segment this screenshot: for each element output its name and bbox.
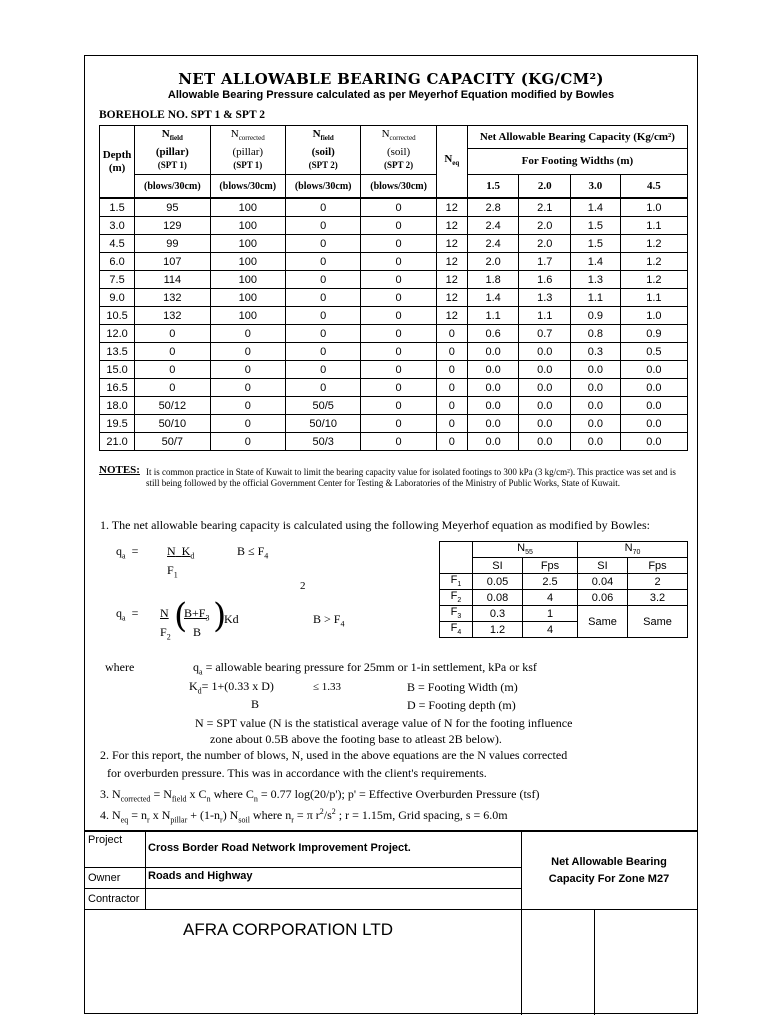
table-cell: 0 xyxy=(210,379,285,397)
table-cell: 95 xyxy=(135,198,210,217)
table-cell: 2.0 xyxy=(467,253,519,271)
table-cell: 0 xyxy=(361,433,436,451)
notes-label: NOTES: xyxy=(99,464,140,476)
where-label: where xyxy=(105,660,135,674)
table-cell: 0 xyxy=(285,307,360,325)
table-cell: 1.3 xyxy=(571,271,621,289)
table-cell: 1.5 xyxy=(571,235,621,253)
page-title: NET ALLOWABLE BEARING CAPACITY (KG/CM²) xyxy=(178,70,604,88)
table-cell: 1.6 xyxy=(519,271,571,289)
table-cell: 0.0 xyxy=(571,397,621,415)
table-row xyxy=(100,379,688,397)
table-cell: 1.3 xyxy=(519,289,571,307)
eq2-right-paren: ) xyxy=(213,596,227,636)
table-cell: 0.0 xyxy=(519,343,571,361)
note-4: 4. $N_{eq} = n_r$ x $N_{pillar} + (1-n_r)$ $N_{soil}$ where $n_r = \pi$ $r^2/s^2$ ; r = 1.15m, Grid spacing, s = 6.0m xyxy=(100,807,508,825)
owner-value: Roads and Highway xyxy=(148,870,253,882)
table-cell: 0 xyxy=(361,361,436,379)
n-table-n70: $N_{70}$ xyxy=(578,542,688,558)
n-table-cell: 0.05 xyxy=(473,574,523,590)
table-cell: 1.1 xyxy=(467,307,519,325)
header-neq: $N_{eq}$ xyxy=(436,126,467,199)
title-block xyxy=(85,830,697,1015)
table-cell: 1.2 xyxy=(620,235,687,253)
corner-divider xyxy=(594,909,595,1015)
n-table-cell: 3.2 xyxy=(628,590,688,606)
table-cell: 0.0 xyxy=(467,415,519,433)
table-row xyxy=(100,253,688,271)
n-table-f2: $F_2$ xyxy=(440,590,473,606)
table-cell: 132 xyxy=(135,307,210,325)
table-cell: 0 xyxy=(361,397,436,415)
d-definition: D = Footing depth (m) xyxy=(407,698,516,712)
table-cell: 7.5 xyxy=(100,271,135,289)
table-cell: 0 xyxy=(436,397,467,415)
table-cell: 0.3 xyxy=(571,343,621,361)
table-cell: 19.5 xyxy=(100,415,135,433)
borehole-label: BOREHOLE NO. SPT 1 & SPT 2 xyxy=(99,109,266,121)
table-cell: 0 xyxy=(436,433,467,451)
n-table-n55: $N_{55}$ xyxy=(473,542,578,558)
notes-section xyxy=(99,464,689,488)
table-cell: 0 xyxy=(361,289,436,307)
table-cell: 0.0 xyxy=(571,379,621,397)
table-cell: 132 xyxy=(135,289,210,307)
table-cell: 107 xyxy=(135,253,210,271)
table-cell: 0.5 xyxy=(620,343,687,361)
table-cell: 2.1 xyxy=(519,198,571,217)
table-cell: 0.7 xyxy=(519,325,571,343)
table-cell: 12 xyxy=(436,253,467,271)
n-table-cell: 0.08 xyxy=(473,590,523,606)
table-row xyxy=(100,343,688,361)
table-row xyxy=(100,433,688,451)
table-cell: 21.0 xyxy=(100,433,135,451)
eq2-b-f3: $B+F_3$ xyxy=(184,606,210,623)
table-row xyxy=(100,271,688,289)
table-cell: 18.0 xyxy=(100,397,135,415)
table-cell: 0 xyxy=(361,198,436,217)
eq1-condition: $B \le F_4$ xyxy=(237,544,269,561)
table-cell: 50/12 xyxy=(135,397,210,415)
n-factor-table xyxy=(439,541,688,638)
table-cell: 0 xyxy=(361,235,436,253)
n-table-cell: 4 xyxy=(523,590,578,606)
table-cell: 0 xyxy=(436,415,467,433)
kd-condition: ≤ 1.33 xyxy=(313,681,342,693)
drawing-title: Net Allowable Bearing Capacity For Zone M27 xyxy=(548,856,670,885)
kd-definition: $K_d= 1+(0.33$ x D) xyxy=(189,679,274,696)
table-cell: 0 xyxy=(285,235,360,253)
table-cell: 0.0 xyxy=(467,433,519,451)
table-row xyxy=(100,217,688,235)
eq2-b: B xyxy=(193,625,202,639)
table-cell: 1.4 xyxy=(571,253,621,271)
table-cell: 0.0 xyxy=(620,433,687,451)
table-cell: 0 xyxy=(135,325,210,343)
table-cell: 100 xyxy=(210,271,285,289)
table-cell: 0 xyxy=(361,217,436,235)
table-row xyxy=(100,289,688,307)
table-cell: 4.5 xyxy=(100,235,135,253)
n-table-cell: 2 xyxy=(628,574,688,590)
table-cell: 0 xyxy=(285,253,360,271)
b-definition: B = Footing Width (m) xyxy=(407,680,518,694)
report-frame xyxy=(84,55,698,1014)
table-row xyxy=(100,235,688,253)
project-value: Cross Border Road Network Improvement Project. xyxy=(148,842,411,854)
eq2-n: N xyxy=(160,606,169,620)
table-cell: 0.0 xyxy=(620,415,687,433)
contractor-label: Contractor xyxy=(88,893,140,905)
eq2-kd: Kd xyxy=(224,612,239,626)
header-nfield-soil: $N_{field}$ (soil) (SPT 2) xyxy=(285,126,360,175)
table-cell: 1.1 xyxy=(620,289,687,307)
table-cell: 0 xyxy=(361,325,436,343)
project-label: Project xyxy=(88,834,123,846)
table-cell: 100 xyxy=(210,217,285,235)
table-cell: 1.1 xyxy=(571,289,621,307)
n-table-same: Same xyxy=(578,606,628,638)
table-cell: 0.0 xyxy=(519,415,571,433)
n-table-si: SI xyxy=(473,558,523,574)
table-cell: 0.0 xyxy=(467,361,519,379)
eq2-left-paren: ( xyxy=(174,596,188,636)
eq1-qa: $q_a$ = xyxy=(116,544,139,561)
table-cell: 114 xyxy=(135,271,210,289)
table-cell: 1.7 xyxy=(519,253,571,271)
table-cell: 0 xyxy=(436,361,467,379)
header-blows: (blows/30cm) xyxy=(285,175,360,199)
table-cell: 0 xyxy=(135,379,210,397)
table-cell: 2.8 xyxy=(467,198,519,217)
table-cell: 100 xyxy=(210,235,285,253)
n-table-cell: 0.04 xyxy=(578,574,628,590)
n-definition-2: zone about 0.5B above the footing base to atleast 2B below). xyxy=(210,732,502,746)
table-cell: 12 xyxy=(436,271,467,289)
table-cell: 0.0 xyxy=(620,397,687,415)
n-table-cell: 0.06 xyxy=(578,590,628,606)
table-row xyxy=(100,361,688,379)
n-table-f3: $F_3$ xyxy=(440,606,473,622)
table-cell: 50/10 xyxy=(285,415,360,433)
table-cell: 1.0 xyxy=(620,307,687,325)
table-cell: 12.0 xyxy=(100,325,135,343)
table-cell: 0.0 xyxy=(519,397,571,415)
table-cell: 9.0 xyxy=(100,289,135,307)
table-cell: 50/3 xyxy=(285,433,360,451)
table-cell: 1.8 xyxy=(467,271,519,289)
header-ncorrected-soil: $N_{corrected}$ (soil) (SPT 2) xyxy=(361,126,436,175)
table-cell: 100 xyxy=(210,289,285,307)
table-row xyxy=(100,307,688,325)
eq2-condition: $B > F_4$ xyxy=(313,612,345,629)
table-cell: 12 xyxy=(436,235,467,253)
qa-definition: $q_a$ = allowable bearing pressure for 25mm or 1-in settlement, kPa or ksf xyxy=(193,660,537,677)
table-cell: 2.4 xyxy=(467,217,519,235)
n-table-f1: $F_1$ xyxy=(440,574,473,590)
table-row xyxy=(100,397,688,415)
table-cell: 50/7 xyxy=(135,433,210,451)
table-cell: 12 xyxy=(436,289,467,307)
table-cell: 1.1 xyxy=(519,307,571,325)
table-cell: 0.9 xyxy=(620,325,687,343)
table-cell: 0 xyxy=(285,379,360,397)
table-body xyxy=(100,198,688,451)
n-table-same: Same xyxy=(628,606,688,638)
table-cell: 0 xyxy=(210,433,285,451)
table-cell: 12 xyxy=(436,198,467,217)
table-cell: 0.0 xyxy=(467,379,519,397)
header-nfield-pillar: $N_{field}$ (pillar) (SPT 1) xyxy=(135,126,210,175)
n-table-cell: 1 xyxy=(523,606,578,622)
n-table-f4: $F_4$ xyxy=(440,622,473,638)
note-1: 1. The net allowable bearing capacity is calculated using the following Meyerhof equation as modified by Bowles: xyxy=(100,518,650,532)
table-cell: 2.0 xyxy=(519,235,571,253)
table-cell: 15.0 xyxy=(100,361,135,379)
company-name: AFRA CORPORATION LTD xyxy=(183,920,394,939)
project-owner-rule xyxy=(85,867,521,868)
table-cell: 0 xyxy=(361,415,436,433)
table-cell: 0 xyxy=(361,271,436,289)
table-row xyxy=(100,415,688,433)
table-row xyxy=(100,198,688,217)
header-footing-widths: For Footing Widths (m) xyxy=(467,149,687,175)
header-width-4: 4.5 xyxy=(620,175,687,199)
table-cell: 1.1 xyxy=(620,217,687,235)
table-cell: 0.0 xyxy=(620,379,687,397)
table-cell: 0 xyxy=(135,361,210,379)
table-row xyxy=(100,325,688,343)
header-blows: (blows/30cm) xyxy=(135,175,210,199)
eq2-qa: $q_a$ = xyxy=(116,606,139,623)
table-cell: 0 xyxy=(285,198,360,217)
table-cell: 0.0 xyxy=(571,415,621,433)
table-cell: 0 xyxy=(210,361,285,379)
table-cell: 100 xyxy=(210,307,285,325)
n-definition: N = SPT value (N is the statistical average value of N for the footing influence xyxy=(195,716,573,730)
table-cell: 129 xyxy=(135,217,210,235)
table-cell: 1.5 xyxy=(571,217,621,235)
table-cell: 1.5 xyxy=(100,198,135,217)
bearing-capacity-table xyxy=(99,125,688,451)
n-table-cell: 0.3 xyxy=(473,606,523,622)
n-table-fps: Fps xyxy=(628,558,688,574)
table-cell: 50/5 xyxy=(285,397,360,415)
note-2a: 2. For this report, the number of blows, N, used in the above equations are the N values corrected xyxy=(100,748,568,762)
table-cell: 100 xyxy=(210,253,285,271)
eq1-denominator: $F_1$ xyxy=(167,563,178,580)
table-cell: 0.6 xyxy=(467,325,519,343)
table-cell: 0 xyxy=(436,343,467,361)
header-blows: (blows/30cm) xyxy=(210,175,285,199)
table-cell: 0 xyxy=(436,379,467,397)
kd-denominator: B xyxy=(251,697,260,711)
table-cell: 2.4 xyxy=(467,235,519,253)
table-cell: 0 xyxy=(361,343,436,361)
table-cell: 99 xyxy=(135,235,210,253)
table-cell: 0 xyxy=(210,397,285,415)
company-rule xyxy=(85,909,697,910)
table-cell: 0.0 xyxy=(519,433,571,451)
table-cell: 1.4 xyxy=(571,198,621,217)
header-width-1: 1.5 xyxy=(467,175,519,199)
table-cell: 0.0 xyxy=(467,343,519,361)
table-cell: 0 xyxy=(436,325,467,343)
table-cell: 0 xyxy=(210,325,285,343)
n-table-fps: Fps xyxy=(523,558,578,574)
table-cell: 0.8 xyxy=(571,325,621,343)
table-cell: 50/10 xyxy=(135,415,210,433)
table-cell: 0.9 xyxy=(571,307,621,325)
owner-label: Owner xyxy=(88,872,121,884)
table-cell: 0 xyxy=(285,343,360,361)
table-cell: 0 xyxy=(285,217,360,235)
n-table-cell: 1.2 xyxy=(473,622,523,638)
table-cell: 100 xyxy=(210,198,285,217)
table-cell: 0 xyxy=(285,325,360,343)
title-block-top-rule xyxy=(85,830,697,832)
table-cell: 1.2 xyxy=(620,253,687,271)
eq2-exponent: 2 xyxy=(300,580,306,592)
table-cell: 3.0 xyxy=(100,217,135,235)
table-cell: 10.5 xyxy=(100,307,135,325)
table-cell: 0.0 xyxy=(519,379,571,397)
note-3: 3. $N_{corrected} = N_{field}$ x $C_n$ where $C_n = 0.77$ log(20/p'); p' = Effective Overburden Pressure (tsf) xyxy=(100,787,540,804)
table-cell: 16.5 xyxy=(100,379,135,397)
n-table-cell: 4 xyxy=(523,622,578,638)
table-cell: 12 xyxy=(436,307,467,325)
table-cell: 0 xyxy=(285,271,360,289)
header-width-2: 2.0 xyxy=(519,175,571,199)
n-table-cell: 2.5 xyxy=(523,574,578,590)
table-cell: 1.0 xyxy=(620,198,687,217)
table-cell: 0 xyxy=(210,343,285,361)
owner-contractor-rule xyxy=(85,888,521,889)
table-cell: 13.5 xyxy=(100,343,135,361)
page-subtitle: Allowable Bearing Pressure calculated as per Meyerhof Equation modified by Bowles xyxy=(167,89,615,101)
header-blows: (blows/30cm) xyxy=(361,175,436,199)
table-cell: 0.0 xyxy=(467,397,519,415)
table-cell: 0 xyxy=(361,253,436,271)
eq2-f2: $F_2$ xyxy=(160,625,171,642)
table-cell: 0 xyxy=(135,343,210,361)
table-cell: 2.0 xyxy=(519,217,571,235)
table-cell: 0 xyxy=(361,379,436,397)
table-cell: 6.0 xyxy=(100,253,135,271)
table-cell: 1.2 xyxy=(620,271,687,289)
n-table-corner xyxy=(440,542,473,574)
note-2b: for overburden pressure. This was in accordance with the client's requirements. xyxy=(107,766,487,780)
header-width-3: 3.0 xyxy=(571,175,621,199)
header-nabc: Net Allowable Bearing Capacity (Kg/cm²) xyxy=(467,126,687,149)
eq1-numerator: N $K_d$ xyxy=(167,544,195,561)
label-divider xyxy=(145,830,146,909)
table-cell: 0 xyxy=(361,307,436,325)
table-cell: 0 xyxy=(285,361,360,379)
table-cell: 0 xyxy=(210,415,285,433)
table-cell: 0.0 xyxy=(620,361,687,379)
notes-text: It is common practice in State of Kuwait to limit the bearing capacity value for isolated footings to 300 kPa (3 kg/cm²). This practice was set and is still being followed by the official Government Center for Testing & Laboratories of the Ministry of Public Works, State of Kuwait. xyxy=(146,467,676,488)
header-depth: Depth (m) xyxy=(100,126,135,199)
table-cell: 0.0 xyxy=(571,433,621,451)
table-cell: 0 xyxy=(285,289,360,307)
header-ncorrected-pillar: $N_{corrected}$ (pillar) (SPT 1) xyxy=(210,126,285,175)
table-cell: 1.4 xyxy=(467,289,519,307)
table-cell: 12 xyxy=(436,217,467,235)
table-cell: 0.0 xyxy=(519,361,571,379)
table-cell: 0.0 xyxy=(571,361,621,379)
n-table-si: SI xyxy=(578,558,628,574)
